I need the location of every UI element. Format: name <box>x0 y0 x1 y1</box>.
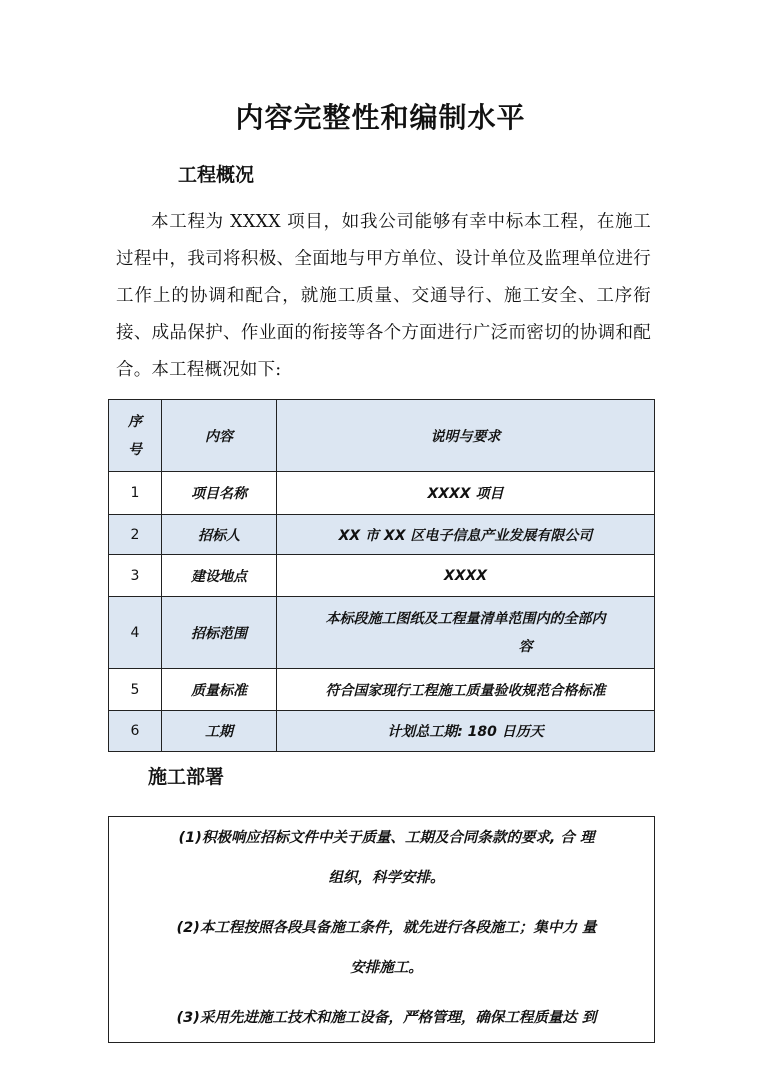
deployment-box <box>108 816 655 1043</box>
deployment-item-2-line1: (2)本工程按照各段具备施工条件，就先进行各段施工；集中力 量 <box>176 920 597 936</box>
row-desc: XX 市 XX 区电子信息产业发展有限公司 <box>277 515 655 555</box>
table-row <box>109 597 655 669</box>
row-no: 1 <box>109 472 162 515</box>
row-no: 2 <box>109 515 162 555</box>
table-row <box>109 472 655 515</box>
document-title: 内容完整性和编制水平 <box>235 101 526 134</box>
row-desc <box>277 597 655 669</box>
row-item: 项目名称 <box>162 472 277 515</box>
row-item: 工期 <box>162 711 277 752</box>
table-row <box>109 555 655 597</box>
row-item: 招标范围 <box>162 597 277 669</box>
section-heading-overview: 工程概况 <box>178 164 255 186</box>
header-desc: 说明与要求 <box>277 400 655 472</box>
row-item: 建设地点 <box>162 555 277 597</box>
row-no: 3 <box>109 555 162 597</box>
intro-paragraph: 本工程为 XXXX 项目，如我公司能够有幸中标本工程，在施工过程中，我司将积极、全面地与甲方单位、设计单位及监理单位进行工作上的协调和配合，就施工质量、交通导行、施工安全、工序衔接、成品保护、作业面的衔接等各个方面进行广泛而密切的协调和配合。本工程概况如下: <box>116 212 651 380</box>
header-no-line2: 号 <box>128 441 142 458</box>
table-header-row <box>109 400 655 472</box>
row-item: 招标人 <box>162 515 277 555</box>
header-no <box>109 400 162 472</box>
row-desc-line1: 本标段施工图纸及工程量清单范围内的全部内 <box>325 610 606 627</box>
table-row <box>109 669 655 711</box>
row-item: 质量标准 <box>162 669 277 711</box>
row-desc: XXXX 项目 <box>277 472 655 515</box>
table-row <box>109 711 655 752</box>
header-no-line1: 序 <box>128 413 142 430</box>
project-overview-table <box>108 399 655 752</box>
row-desc: 计划总工期: 180 日历天 <box>277 711 655 752</box>
deployment-item-1-line2: 组织，科学安排。 <box>328 870 445 886</box>
row-no: 4 <box>109 597 162 669</box>
table-row <box>109 515 655 555</box>
deployment-item-3-line1: (3)采用先进施工技术和施工设备，严格管理，确保工程质量达 到 <box>176 1010 597 1026</box>
row-no: 5 <box>109 669 162 711</box>
deployment-item-1-line1: (1)积极响应招标文件中关于质量、工期及合同条款的要求, 合 理 <box>178 830 595 846</box>
header-item: 内容 <box>162 400 277 472</box>
row-desc: XXXX <box>277 555 655 597</box>
section-heading-deployment: 施工部署 <box>148 766 225 788</box>
row-no: 6 <box>109 711 162 752</box>
row-desc-line2: 容 <box>518 638 533 655</box>
deployment-item-2-line2: 安排施工。 <box>350 960 423 976</box>
row-desc: 符合国家现行工程施工质量验收规范合格标准 <box>277 669 655 711</box>
